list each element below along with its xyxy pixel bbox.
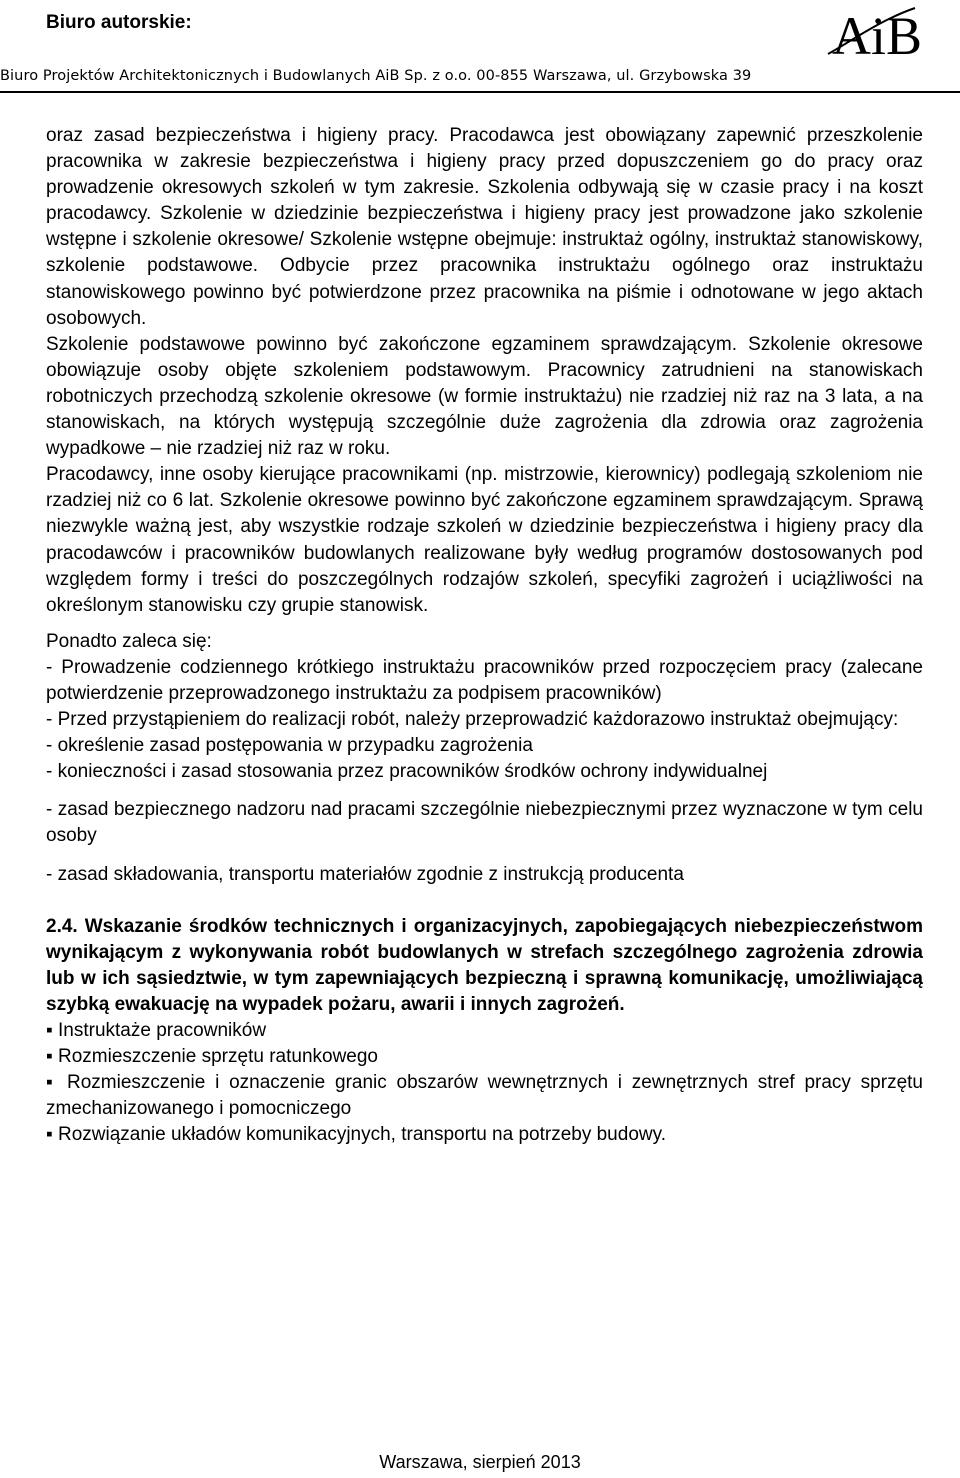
- section-heading: 2.4. Wskazanie środków technicznych i organizacyjnych, zapobiegających niebezpieczeństwom wynikającym z wykonywania robót budowlanych w strefach szczególnego zagrożenia zdrowia lub w ich sąsiedztwie, w tym zapewniających bezpieczną i sprawną komunikację, umożliwiającą szybką ewakuację na wypadek pożaru, awarii i innych zagrożeń.: [46, 915, 923, 1015]
- recommendation-item: - Przed przystąpieniem do realizacji robót, należy przeprowadzić każdorazowo instruktaż obejmujący:: [46, 709, 899, 731]
- recommendation-item: - zasad bezpiecznego nadzoru nad pracami szczególnie niebezpiecznymi przez wyznaczone w tym celu osoby: [46, 799, 923, 847]
- bullet-item: ▪ Rozmieszczenie sprzętu ratunkowego: [46, 1046, 378, 1068]
- paragraph-employers-training: Pracodawcy, inne osoby kierujące pracownikami (np. mistrzowie, kierownicy) podlegają szkoleniom nie rzadziej niż co 6 lat. Szkolenie okresowe powinno być zakończone egzaminem sprawdzającym. Sprawą niezwykle ważną jest, aby wszystkie rodzaje szkoleń w dziedzinie bezpieczeństwa i higieny pracy dla pracodawców i pracowników budowlanych realizowane były według programów dostosowanych pod względem formy i treści do poszczególnych rodzajów szkoleń, specyfiki zagrożeń i uciążliwości na określonym stanowisku czy grupie stanowisk.: [46, 464, 923, 616]
- footer-place-date: Warszawa, sierpień 2013: [379, 1452, 581, 1472]
- company-address-line: Biuro Projektów Architektonicznych i Budowlanych AiB Sp. z o.o. 00-855 Warszawa, ul. Grzybowska 39: [0, 68, 752, 84]
- recommendation-item: - konieczności i zasad stosowania przez pracowników środków ochrony indywidualnej: [46, 761, 768, 783]
- bullet-item: ▪ Rozmieszczenie i oznaczenie granic obszarów wewnętrznych i zewnętrznych stref pracy sprzętu zmechanizowanego i pomocniczego: [46, 1072, 923, 1120]
- recommendation-item: - Prowadzenie codziennego krótkiego instruktażu pracowników przed rozpoczęciem pracy (zalecane potwierdzenie przeprowadzonego instruktażu za podpisem pracowników): [46, 656, 923, 704]
- bullet-item: ▪ Instruktaże pracowników: [46, 1020, 267, 1041]
- paragraph-training-intro: oraz zasad bezpieczeństwa i higieny pracy. Pracodawca jest obowiązany zapewnić przeszkolenie pracownika w zakresie bezpieczeństwa i higieny pracy przed dopuszczeniem go do pracy oraz prowadzenie okresowych szkoleń w tym zakresie. Szkolenia odbywają się w czasie pracy i na koszt pracodawcy. Szkolenie w dziedzinie bezpieczeństwa i higieny pracy jest prowadzone jako szkolenie wstępne i szkolenie okresowe/ Szkolenie wstępne obejmuje: instruktaż ogólny, instruktaż stanowiskowy, szkolenie podstawowe. Odbycie przez pracownika instruktażu ogólnego oraz instruktażu stanowiskowego powinno być potwierdzone przez pracownika na piśmie i odnotowane w jego aktach osobowych.: [46, 125, 923, 329]
- recommendation-item: - zasad składowania, transportu materiałów zgodnie z instrukcją producenta: [46, 863, 684, 885]
- bullet-item: ▪ Rozwiązanie układów komunikacyjnych, transportu na potrzeby budowy.: [46, 1124, 666, 1146]
- company-logo: [820, 2, 960, 62]
- recommendation-item: - określenie zasad postępowania w przypadku zagrożenia: [46, 735, 533, 757]
- paragraph-training-periodic: Szkolenie podstawowe powinno być zakończone egzaminem sprawdzającym. Szkolenie okresowe obowiązuje osoby objęte szkoleniem podstawowym. Pracownicy zatrudnieni na stanowiskach robotniczych przechodzą szkolenie okresowe (w formie instruktażu) nie rzadziej niż raz na 3 lata, a na stanowiskach, na których występują szczególnie duże zagrożenia dla zdrowia oraz zagrożenia wypadkowe – nie rzadziej niż raz w roku.: [46, 333, 923, 460]
- document-body: [46, 123, 923, 1148]
- recommendations-intro: Ponadto zaleca się:: [46, 630, 212, 652]
- header-divider: [0, 91, 960, 93]
- logo-text: AiB: [832, 6, 923, 62]
- header-label: Biuro autorskie:: [46, 12, 192, 33]
